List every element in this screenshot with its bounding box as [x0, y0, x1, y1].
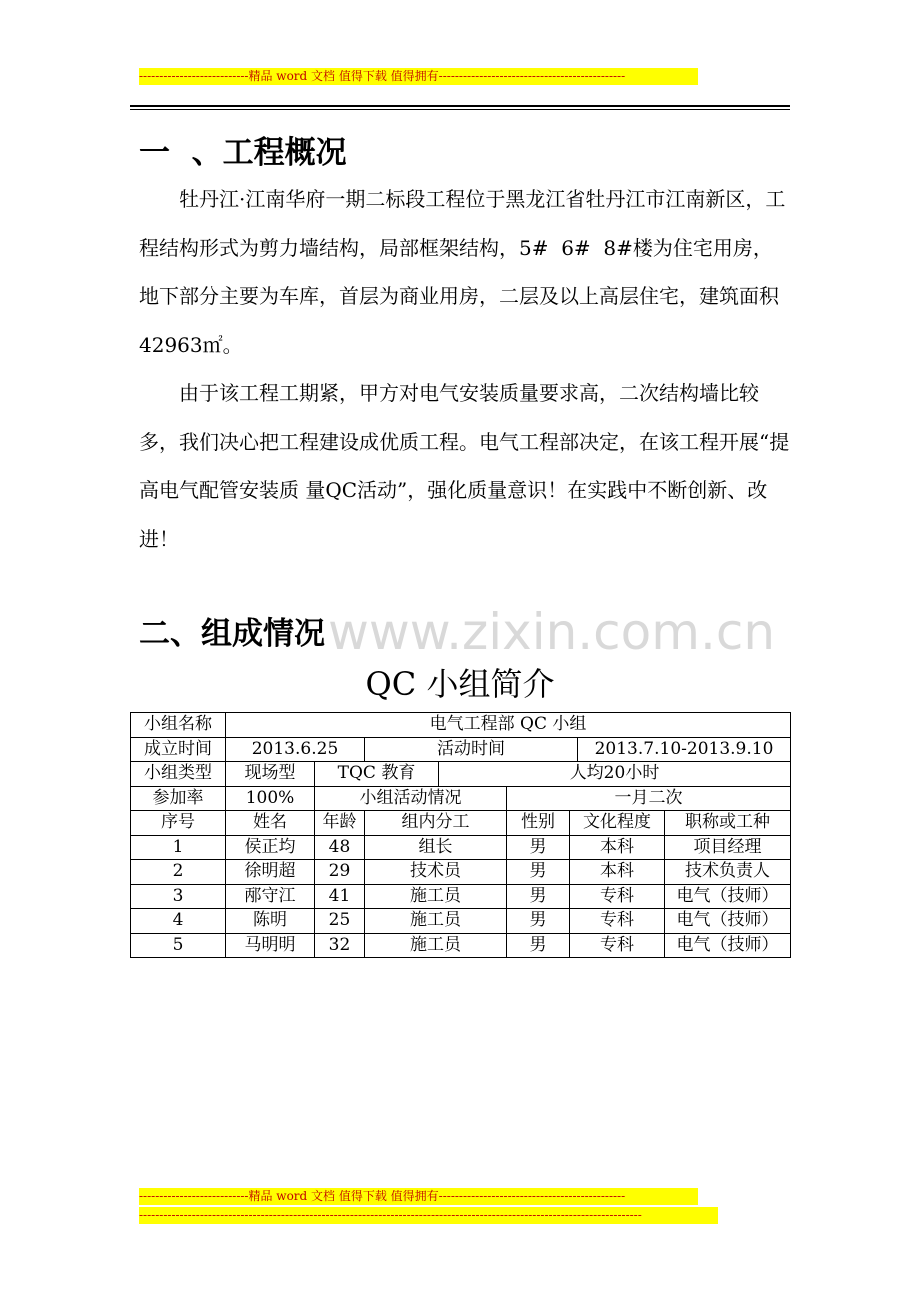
table-cell: 5	[131, 933, 226, 958]
column-header: 职称或工种	[665, 811, 791, 836]
table-cell: 2	[131, 860, 226, 885]
site-watermark: www.zixin.com.cn	[328, 603, 776, 661]
table-row	[131, 884, 791, 909]
footer-dash-rule: ----------------------------------------------------------------------------------------------------------------------------	[139, 1207, 718, 1224]
download-banner-top: ---------------------------精品 word 文档 值得下载 值得拥有----------------------------------------------	[139, 68, 698, 85]
column-header: 姓名	[226, 811, 315, 836]
activity-time-value: 2013.7.10-2013.9.10	[578, 737, 791, 762]
education-value: 人均20小时	[439, 762, 791, 787]
table-header-row	[131, 811, 791, 836]
table-cell: 本科	[570, 835, 665, 860]
table-cell: 25	[315, 909, 365, 934]
table-cell: 施工员	[365, 909, 507, 934]
header-rule-thick	[130, 105, 790, 107]
table-row	[131, 786, 791, 811]
table-cell: 48	[315, 835, 365, 860]
project-overview-paragraph: 牡丹江·江南华府一期二标段工程位于黑龙江省牡丹江市江南新区，工程结构形式为剪力墙结构，局部框架结构，5# 6# 8#楼为住宅用房，地下部分主要为车库，首层为商业用房，二层及以上高层住宅，建筑面积 42963㎡。	[139, 187, 786, 357]
table-cell: 组长	[365, 835, 507, 860]
table-cell: 29	[315, 860, 365, 885]
section2-heading: 二、组成情况	[139, 616, 325, 652]
activity-label: 小组活动情况	[315, 786, 507, 811]
table-row	[131, 860, 791, 885]
table-row	[131, 737, 791, 762]
table-cell: 本科	[570, 860, 665, 885]
table-cell: 32	[315, 933, 365, 958]
table-title: QC 小组简介	[365, 665, 555, 703]
founded-value: 2013.6.25	[226, 737, 365, 762]
table-cell: 专科	[570, 933, 665, 958]
table-cell: 项目经理	[665, 835, 791, 860]
table-cell: 41	[315, 884, 365, 909]
table-cell: 男	[507, 909, 570, 934]
table-row	[131, 713, 791, 738]
table-cell: 徐明超	[226, 860, 315, 885]
activity-time-label: 活动时间	[365, 737, 578, 762]
table-cell: 施工员	[365, 933, 507, 958]
activity-value: 一月二次	[507, 786, 791, 811]
column-header: 组内分工	[365, 811, 507, 836]
table-cell: 侯正均	[226, 835, 315, 860]
qc-group-table	[130, 712, 791, 958]
table-cell: 电气（技师）	[665, 909, 791, 934]
section1-heading: 一 、工程概况	[139, 135, 347, 171]
type-label: 小组类型	[131, 762, 226, 787]
table-row	[131, 909, 791, 934]
participation-value: 100%	[226, 786, 315, 811]
table-cell: 专科	[570, 909, 665, 934]
header-rule-thin	[130, 109, 790, 110]
table-cell: 4	[131, 909, 226, 934]
project-goal-paragraph: 由于该工程工期紧，甲方对电气安装质量要求高，二次结构墙比较多，我们决心把工程建设成优质工程。电气工程部决定，在该工程开展“提高电气配管安装质 量QC活动”，强化质量意识！在实践中不断创新、改进！	[139, 381, 790, 551]
column-header: 序号	[131, 811, 226, 836]
table-cell: 男	[507, 933, 570, 958]
table-cell: 男	[507, 860, 570, 885]
table-cell: 邴守江	[226, 884, 315, 909]
table-cell: 技术负责人	[665, 860, 791, 885]
type-value: 现场型	[226, 762, 315, 787]
table-cell: 技术员	[365, 860, 507, 885]
column-header: 文化程度	[570, 811, 665, 836]
founded-label: 成立时间	[131, 737, 226, 762]
table-row	[131, 835, 791, 860]
column-header: 性别	[507, 811, 570, 836]
table-cell: 男	[507, 884, 570, 909]
column-header: 年龄	[315, 811, 365, 836]
table-row	[131, 933, 791, 958]
table-cell: 电气（技师）	[665, 884, 791, 909]
education-label: TQC 教育	[315, 762, 439, 787]
table-cell: 马明明	[226, 933, 315, 958]
table-cell: 电气（技师）	[665, 933, 791, 958]
table-cell: 专科	[570, 884, 665, 909]
group-name-value: 电气工程部 QC 小组	[226, 713, 791, 738]
table-cell: 男	[507, 835, 570, 860]
participation-label: 参加率	[131, 786, 226, 811]
table-cell: 1	[131, 835, 226, 860]
table-row	[131, 762, 791, 787]
table-cell: 3	[131, 884, 226, 909]
table-cell: 陈明	[226, 909, 315, 934]
download-banner-bottom: ---------------------------精品 word 文档 值得下载 值得拥有----------------------------------------------	[139, 1188, 698, 1205]
group-name-label: 小组名称	[131, 713, 226, 738]
table-cell: 施工员	[365, 884, 507, 909]
